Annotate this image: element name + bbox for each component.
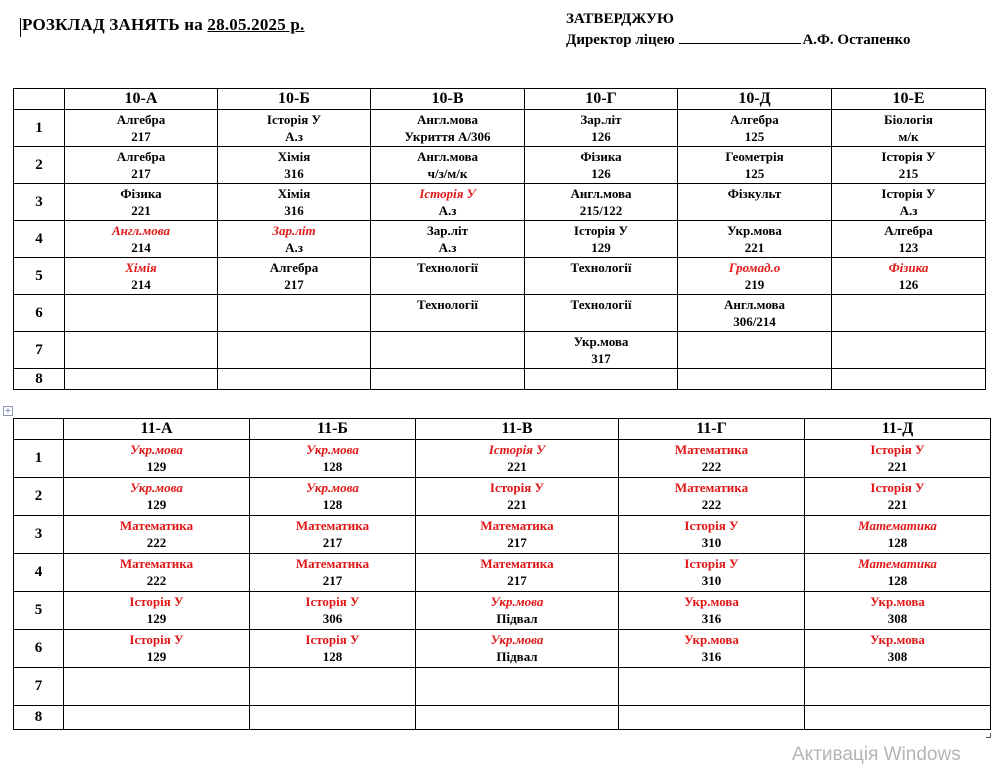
lesson-number: 8	[14, 369, 65, 390]
lesson-cell[interactable]	[65, 147, 218, 184]
subject-name: Історія У	[881, 186, 936, 201]
lesson-cell[interactable]	[65, 184, 218, 221]
room-number: Підвал	[496, 611, 538, 626]
windows-activation-watermark: Активація Windows	[792, 744, 961, 765]
lesson-row	[14, 258, 986, 295]
subject-name: Історія У	[266, 112, 322, 127]
subject-name: Зар.літ	[272, 223, 316, 238]
title-date: 28.05.2025 р.	[207, 15, 305, 34]
subject-name	[619, 668, 804, 669]
corner-cell	[14, 89, 65, 110]
room-number: 217	[131, 129, 151, 144]
subject-name: Зар.літ	[426, 223, 469, 238]
subject-name: Хімія	[125, 260, 157, 275]
lesson-cell[interactable]	[218, 369, 371, 390]
subject-name: Англ.мова	[416, 112, 479, 127]
subject-name: Алгебра	[116, 112, 166, 127]
subject-name: Історія У	[305, 594, 360, 609]
subject-name	[250, 668, 415, 669]
subject-name	[416, 668, 618, 669]
room-number: 221	[507, 459, 527, 474]
lesson-cell[interactable]	[525, 221, 678, 258]
subject-name: Зар.літ	[580, 112, 622, 127]
lesson-number: 5	[14, 258, 65, 295]
subject-name: Алгебра	[269, 260, 319, 275]
lesson-cell[interactable]	[416, 706, 619, 730]
title-prefix: РОЗКЛАД ЗАНЯТЬ на	[22, 15, 208, 34]
room-number: 221	[131, 203, 151, 218]
subject-name	[64, 706, 249, 707]
lesson-number: 7	[14, 332, 65, 369]
room-number: 306	[322, 611, 343, 626]
lesson-cell[interactable]	[832, 295, 986, 332]
class-header: 10-Б	[218, 89, 371, 110]
lesson-cell[interactable]	[218, 295, 371, 332]
lesson-cell[interactable]	[65, 221, 218, 258]
lesson-cell[interactable]	[805, 630, 991, 668]
subject-name: Історія У	[870, 480, 925, 495]
lesson-cell[interactable]	[832, 147, 986, 184]
room-number: 129	[146, 649, 167, 664]
lesson-cell[interactable]	[525, 369, 678, 390]
lesson-cell[interactable]	[525, 332, 678, 369]
subject-name: Громад.о	[728, 260, 781, 275]
room-number: 128	[322, 649, 343, 664]
lesson-row	[14, 369, 986, 390]
subject-name: Укр.мова	[306, 480, 359, 495]
room-number: 128	[322, 459, 343, 474]
lesson-cell[interactable]	[619, 554, 805, 592]
room-number: 129	[146, 611, 167, 626]
corner-cell	[14, 419, 64, 440]
lesson-cell[interactable]	[64, 630, 250, 668]
lesson-cell[interactable]	[250, 630, 416, 668]
subject-name	[678, 332, 831, 333]
subject-name	[65, 332, 217, 333]
subject-name	[64, 668, 249, 669]
approval-title: ЗАТВЕРДЖУЮ	[566, 11, 674, 27]
lesson-number: 3	[14, 516, 64, 554]
class-header: 11-В	[416, 419, 619, 440]
subject-name: Укр.мова	[573, 334, 629, 349]
subject-name	[678, 369, 831, 370]
lesson-cell[interactable]	[805, 554, 991, 592]
lesson-cell[interactable]	[250, 668, 416, 706]
lesson-row	[14, 221, 986, 258]
lesson-cell[interactable]	[832, 110, 986, 147]
lesson-cell[interactable]	[805, 706, 991, 730]
room-number: 215/122	[579, 203, 623, 218]
lesson-cell[interactable]	[832, 221, 986, 258]
subject-name: Математика	[480, 518, 554, 533]
lesson-number: 1	[14, 440, 64, 478]
subject-name	[805, 668, 990, 669]
subject-name: Англ.мова	[723, 297, 786, 312]
subject-name	[832, 369, 985, 370]
lesson-cell[interactable]	[416, 554, 619, 592]
room-number: 308	[887, 611, 908, 626]
subject-name	[218, 332, 370, 333]
room-number: Укриття А/306	[404, 129, 491, 144]
lesson-cell[interactable]	[416, 668, 619, 706]
room-number: 125	[744, 166, 765, 181]
subject-name: Укр.мова	[490, 594, 544, 609]
room-number: м/к	[898, 129, 919, 144]
lesson-cell[interactable]	[250, 516, 416, 554]
page-title	[22, 15, 304, 35]
subject-name: Геометрія	[725, 149, 784, 164]
lesson-cell[interactable]	[805, 478, 991, 516]
room-number: 221	[887, 497, 908, 512]
lesson-cell[interactable]	[65, 258, 218, 295]
room-number: 316	[284, 203, 304, 218]
room-number: 128	[887, 535, 908, 550]
subject-name: Біологія	[884, 112, 933, 127]
lesson-cell[interactable]	[371, 258, 525, 295]
subject-name: Укр.мова	[490, 632, 544, 647]
room-number: 217	[507, 535, 527, 550]
table-move-handle-icon[interactable]: +	[4, 406, 12, 415]
subject-name: Технології	[570, 297, 632, 312]
subject-name	[65, 369, 217, 370]
subject-name: Фізика	[120, 186, 162, 201]
subject-name: Укр.мова	[684, 632, 739, 647]
schedule-table-11	[13, 418, 991, 730]
lesson-cell[interactable]	[678, 332, 832, 369]
approval-signature-line	[566, 30, 911, 51]
subject-name: Математика	[674, 480, 749, 495]
subject-name	[805, 706, 990, 707]
lesson-cell[interactable]	[805, 516, 991, 554]
subject-name: Алгебра	[116, 149, 166, 164]
lesson-number: 3	[14, 184, 65, 221]
room-number: 222	[146, 535, 167, 550]
subject-name	[832, 332, 985, 333]
lesson-number: 2	[14, 478, 64, 516]
subject-name	[416, 706, 618, 707]
subject-name: Фізика	[888, 260, 929, 275]
lesson-row	[14, 440, 991, 478]
lesson-cell[interactable]	[416, 630, 619, 668]
room-number: 217	[322, 573, 343, 588]
room-number: 126	[591, 166, 611, 181]
class-header: 10-Д	[678, 89, 832, 110]
lesson-number: 2	[14, 147, 65, 184]
room-number: 123	[898, 240, 919, 255]
lesson-cell[interactable]	[525, 184, 678, 221]
room-number: А.з	[438, 203, 457, 218]
lesson-cell[interactable]	[678, 221, 832, 258]
room-number: 125	[744, 129, 765, 144]
approval-role: Директор ліцею	[566, 32, 679, 48]
lesson-cell[interactable]	[416, 592, 619, 630]
lesson-row	[14, 332, 986, 369]
lesson-cell[interactable]	[371, 147, 525, 184]
lesson-cell[interactable]	[805, 592, 991, 630]
lesson-row	[14, 554, 991, 592]
subject-name: Історія У	[489, 480, 545, 495]
class-header: 10-Е	[832, 89, 986, 110]
lesson-cell[interactable]	[218, 258, 371, 295]
lesson-cell[interactable]	[371, 295, 525, 332]
lesson-cell[interactable]	[218, 110, 371, 147]
lesson-cell[interactable]	[619, 706, 805, 730]
subject-name	[218, 369, 370, 370]
class-header: 11-Д	[805, 419, 991, 440]
room-number: 126	[898, 277, 919, 292]
subject-name: Історія У	[129, 594, 184, 609]
subject-name: Укр.мова	[130, 480, 183, 495]
lesson-row	[14, 147, 986, 184]
room-number: 221	[507, 497, 527, 512]
room-number: 217	[322, 535, 343, 550]
room-number: 214	[131, 277, 151, 292]
lesson-cell[interactable]	[250, 592, 416, 630]
subject-name: Математика	[119, 518, 194, 533]
lesson-cell[interactable]	[371, 221, 525, 258]
lesson-cell[interactable]	[64, 516, 250, 554]
lesson-number: 6	[14, 295, 65, 332]
subject-name: Хімія	[277, 186, 311, 201]
room-number: 215	[898, 166, 919, 181]
approval-block	[566, 9, 911, 51]
schedule-table-10	[13, 88, 986, 390]
subject-name: Математика	[858, 556, 937, 571]
lesson-number: 6	[14, 630, 64, 668]
lesson-cell[interactable]	[371, 110, 525, 147]
lesson-number: 5	[14, 592, 64, 630]
lesson-cell[interactable]	[678, 184, 832, 221]
lesson-cell[interactable]	[678, 258, 832, 295]
subject-name: Історія У	[684, 518, 739, 533]
subject-name: Алгебра	[730, 112, 779, 127]
lesson-cell[interactable]	[65, 332, 218, 369]
room-number: 317	[591, 351, 611, 366]
room-number: ч/з/м/к	[427, 166, 468, 181]
lesson-cell[interactable]	[678, 295, 832, 332]
room-number: 217	[284, 277, 304, 292]
lesson-cell[interactable]	[218, 332, 371, 369]
subject-name: Математика	[858, 518, 937, 533]
subject-name	[218, 295, 370, 296]
subject-name: Історія У	[305, 632, 360, 647]
lesson-cell[interactable]	[525, 258, 678, 295]
subject-name	[525, 369, 677, 370]
room-number: 128	[887, 573, 908, 588]
lesson-cell[interactable]	[371, 369, 525, 390]
subject-name: Укр.мова	[727, 223, 782, 238]
subject-name: Укр.мова	[684, 594, 739, 609]
lesson-row	[14, 110, 986, 147]
lesson-cell[interactable]	[678, 147, 832, 184]
subject-name: Історія У	[129, 632, 184, 647]
lesson-cell[interactable]	[619, 592, 805, 630]
lesson-number: 1	[14, 110, 65, 147]
lesson-cell[interactable]	[250, 478, 416, 516]
lesson-cell[interactable]	[64, 706, 250, 730]
room-number: 129	[146, 459, 167, 474]
lesson-cell[interactable]	[416, 440, 619, 478]
lesson-row	[14, 295, 986, 332]
lesson-cell[interactable]	[65, 295, 218, 332]
lesson-row	[14, 668, 991, 706]
lesson-cell[interactable]	[619, 630, 805, 668]
lesson-cell[interactable]	[64, 554, 250, 592]
lesson-cell[interactable]	[218, 221, 371, 258]
subject-name: Хімія	[277, 149, 311, 164]
room-number: 222	[146, 573, 167, 588]
room-number: 306/214	[733, 314, 776, 329]
room-number: 310	[701, 573, 722, 588]
approval-name: А.Ф. Остапенко	[802, 32, 911, 48]
subject-name: Укр.мова	[306, 442, 359, 457]
lesson-cell[interactable]	[65, 369, 218, 390]
subject-name	[619, 706, 804, 707]
table-resize-handle[interactable]	[986, 733, 991, 738]
subject-name: Історія У	[881, 149, 936, 164]
lesson-cell[interactable]	[371, 332, 525, 369]
room-number: А.з	[438, 240, 457, 255]
subject-name: Укр.мова	[870, 632, 925, 647]
subject-name	[371, 332, 524, 333]
class-header: 10-Г	[525, 89, 678, 110]
subject-name: Технології	[417, 297, 478, 312]
lesson-cell[interactable]	[832, 332, 986, 369]
subject-name: Фізкульт	[727, 186, 782, 201]
subject-name: Укр.мова	[130, 442, 183, 457]
lesson-cell[interactable]	[525, 147, 678, 184]
lesson-cell[interactable]	[525, 110, 678, 147]
lesson-cell[interactable]	[619, 668, 805, 706]
lesson-cell[interactable]	[218, 184, 371, 221]
lesson-number: 4	[14, 554, 64, 592]
table-header-row	[14, 89, 986, 110]
lesson-cell[interactable]	[832, 369, 986, 390]
room-number: 128	[322, 497, 343, 512]
lesson-cell[interactable]	[678, 369, 832, 390]
room-number: 316	[701, 611, 722, 626]
room-number: 129	[146, 497, 167, 512]
room-number: 316	[701, 649, 722, 664]
lesson-cell[interactable]	[416, 516, 619, 554]
subject-name: Укр.мова	[870, 594, 925, 609]
room-number: 308	[887, 649, 908, 664]
room-number: 316	[284, 166, 304, 181]
text-cursor	[20, 18, 21, 37]
subject-name: Англ.мова	[570, 186, 632, 201]
subject-name: Англ.мова	[111, 223, 171, 238]
lesson-cell[interactable]	[832, 258, 986, 295]
room-number: А.з	[285, 240, 303, 255]
room-number: 219	[744, 277, 765, 292]
lesson-cell[interactable]	[64, 440, 250, 478]
subject-name: Історія У	[684, 556, 739, 571]
subject-name	[65, 295, 217, 296]
subject-name: Алгебра	[884, 223, 933, 238]
lesson-cell[interactable]	[678, 110, 832, 147]
lesson-cell[interactable]	[619, 516, 805, 554]
subject-name: Технології	[417, 260, 478, 275]
lesson-row	[14, 630, 991, 668]
lesson-cell[interactable]	[218, 147, 371, 184]
room-number: 310	[701, 535, 722, 550]
room-number: Підвал	[496, 649, 538, 664]
lesson-row	[14, 706, 991, 730]
lesson-cell[interactable]	[65, 110, 218, 147]
subject-name: Фізика	[580, 149, 622, 164]
subject-name: Математика	[295, 556, 370, 571]
lesson-cell[interactable]	[525, 295, 678, 332]
lesson-number: 8	[14, 706, 64, 730]
subject-name: Англ.мова	[416, 149, 479, 164]
lesson-cell[interactable]	[64, 478, 250, 516]
lesson-cell[interactable]	[832, 184, 986, 221]
subject-name: Математика	[480, 556, 554, 571]
class-header: 10-В	[371, 89, 525, 110]
lesson-row	[14, 184, 986, 221]
class-header: 10-А	[65, 89, 218, 110]
subject-name: Математика	[295, 518, 370, 533]
subject-name	[250, 706, 415, 707]
lesson-number: 7	[14, 668, 64, 706]
room-number: 214	[131, 240, 151, 255]
lesson-row	[14, 478, 991, 516]
room-number: А.з	[899, 203, 918, 218]
room-number: 217	[507, 573, 527, 588]
lesson-cell[interactable]	[416, 478, 619, 516]
class-header: 11-Б	[250, 419, 416, 440]
room-number: 221	[744, 240, 765, 255]
lesson-cell[interactable]	[619, 440, 805, 478]
lesson-cell[interactable]	[619, 478, 805, 516]
room-number: 217	[131, 166, 151, 181]
table-header-row	[14, 419, 991, 440]
lesson-cell[interactable]	[805, 668, 991, 706]
class-header: 11-Г	[619, 419, 805, 440]
room-number: 222	[701, 497, 722, 512]
room-number: А.з	[285, 129, 303, 144]
subject-name: Історія У	[573, 223, 629, 238]
signature-blank	[679, 32, 801, 44]
subject-name	[371, 369, 524, 370]
room-number: 221	[887, 459, 908, 474]
lesson-cell[interactable]	[250, 554, 416, 592]
subject-name: Математика	[674, 442, 749, 457]
subject-name: Історія У	[488, 442, 546, 457]
lesson-cell[interactable]	[64, 668, 250, 706]
subject-name: Математика	[119, 556, 194, 571]
room-number: 126	[591, 129, 611, 144]
lesson-cell[interactable]	[250, 706, 416, 730]
subject-name: Історія У	[419, 186, 476, 201]
lesson-row	[14, 516, 991, 554]
lesson-cell[interactable]	[805, 440, 991, 478]
lesson-cell[interactable]	[371, 184, 525, 221]
subject-name: Технології	[570, 260, 632, 275]
lesson-cell[interactable]	[64, 592, 250, 630]
room-number: 222	[701, 459, 722, 474]
class-header: 11-А	[64, 419, 250, 440]
lesson-cell[interactable]	[250, 440, 416, 478]
subject-name	[832, 295, 985, 296]
room-number: 129	[591, 240, 611, 255]
lesson-row	[14, 592, 991, 630]
subject-name: Історія У	[870, 442, 925, 457]
lesson-number: 4	[14, 221, 65, 258]
